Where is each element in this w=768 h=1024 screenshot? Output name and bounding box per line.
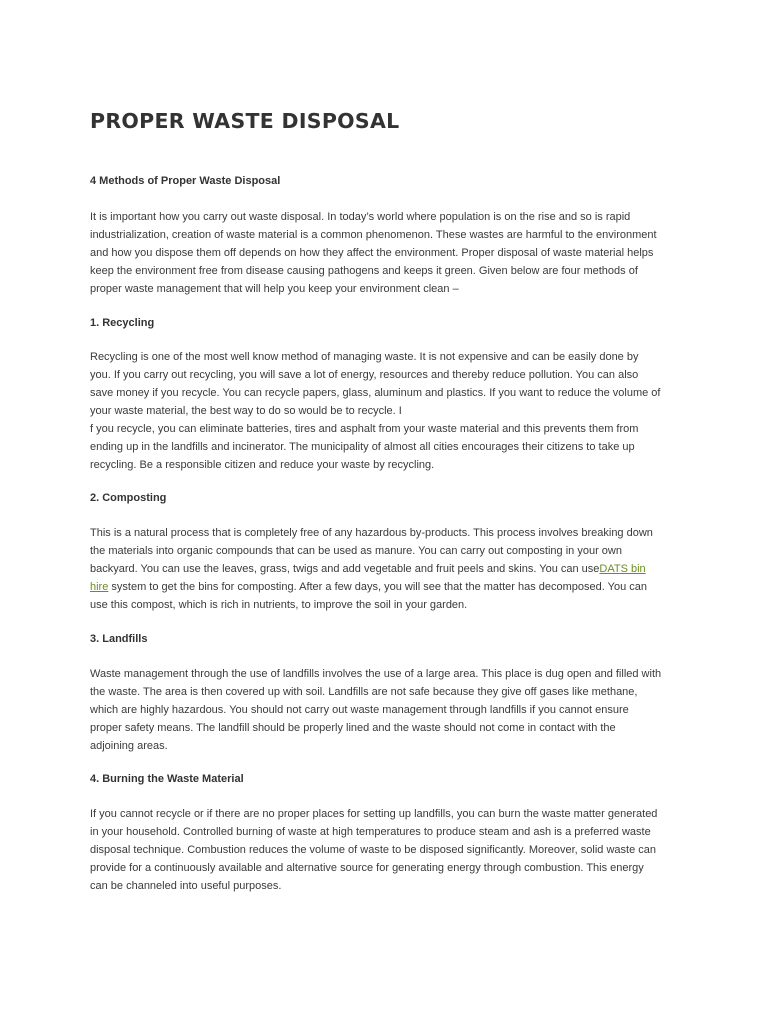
section-heading-burning: 4. Burning the Waste Material bbox=[90, 773, 244, 785]
text-line: If you cannot recycle or if there are no proper places for setting up landfills, you can burn the waste matter generated bbox=[90, 808, 658, 820]
burning-paragraph bbox=[90, 805, 670, 895]
text-line: It is important how you carry out waste disposal. In today’s world where population is on the rise and so is rapid bbox=[90, 211, 631, 223]
text-line: proper safety means. The landfill should be properly lined and the waste should not come in contact with the bbox=[90, 722, 616, 734]
text-line: you. If you carry out recycling, you will save a lot of energy, resources and thereby reduce pollution. You can also bbox=[90, 369, 639, 381]
recycling-paragraph bbox=[90, 348, 670, 474]
text-line: Waste management through the use of landfills involves the use of a large area. This place is dug open and filled with bbox=[90, 668, 662, 680]
text-line: disposal technique. Combustion reduces the volume of waste to be disposed significantly. Moreover, solid waste can bbox=[90, 844, 656, 856]
composting-paragraph bbox=[90, 524, 670, 614]
text-line: the waste. The area is then covered up with soil. Landfills are not safe because they give off gases like methane, bbox=[90, 686, 638, 698]
text-segment: system to get the bins for composting. After a few days, you will see that the matter has decomposed. You can bbox=[108, 581, 648, 593]
text-line: This is a natural process that is completely free of any hazardous by-products. This process involves breaking down bbox=[90, 527, 653, 539]
text-line: in your household. Controlled burning of waste at high temperatures to produce steam and ash is a preferred waste bbox=[90, 826, 651, 838]
text-line: ending up in the landfills and incinerator. The municipality of almost all cities encourages their citizens to take up bbox=[90, 441, 635, 453]
text-line-with-link bbox=[90, 578, 670, 596]
dats-bin-hire-link-continued[interactable]: hire bbox=[90, 581, 109, 593]
text-line: can be channeled into useful purposes. bbox=[90, 880, 282, 892]
section-heading-landfills: 3. Landfills bbox=[90, 633, 148, 645]
text-line: and how you dispose them off depends on how they affect the environment. Proper disposal of waste material helps bbox=[90, 247, 654, 259]
text-line: proper waste management that will help you keep your environment clean – bbox=[90, 283, 459, 295]
text-line: recycling. Be a responsible citizen and reduce your waste by recycling. bbox=[90, 459, 435, 471]
text-line: Recycling is one of the most well know method of managing waste. It is not expensive and can be easily done by bbox=[90, 351, 639, 363]
text-line: provide for a continuously available and alternative source for generating energy through combustion. This energy bbox=[90, 862, 644, 874]
section-heading-composting: 2. Composting bbox=[90, 492, 167, 504]
text-line: save money if you recycle. You can recycle papers, glass, aluminum and plastics. If you want to reduce the volume of bbox=[90, 387, 661, 399]
document-title: PROPER WASTE DISPOSAL bbox=[90, 109, 400, 133]
dats-bin-hire-link[interactable]: DATS bin bbox=[599, 563, 646, 575]
section-heading-recycling: 1. Recycling bbox=[90, 317, 155, 329]
intro-paragraph bbox=[90, 208, 670, 298]
text-line: keep the environment free from disease causing pathogens and keeps it green. Given below are four methods of bbox=[90, 265, 638, 277]
text-line: adjoining areas. bbox=[90, 740, 168, 752]
landfills-paragraph bbox=[90, 665, 670, 755]
text-line: industrialization, creation of waste material is a common phenomenon. These wastes are harmful to the environment bbox=[90, 229, 657, 241]
text-line: the materials into organic compounds that can be used as manure. You can carry out composting in your own bbox=[90, 545, 622, 557]
text-line: f you recycle, you can eliminate batteries, tires and asphalt from your waste material and this prevents them from bbox=[90, 423, 639, 435]
text-line: your waste material, the best way to do so would be to recycle. I bbox=[90, 405, 402, 417]
text-segment: backyard. You can use the leaves, grass, twigs and add vegetable and fruit peels and skins. You can use bbox=[90, 563, 600, 575]
text-line: which are highly hazardous. You should not carry out waste management through landfills if you cannot ensure bbox=[90, 704, 629, 716]
text-line: use this compost, which is rich in nutrients, to improve the soil in your garden. bbox=[90, 599, 468, 611]
text-line-with-link bbox=[90, 560, 670, 578]
document-subtitle: 4 Methods of Proper Waste Disposal bbox=[90, 175, 281, 187]
